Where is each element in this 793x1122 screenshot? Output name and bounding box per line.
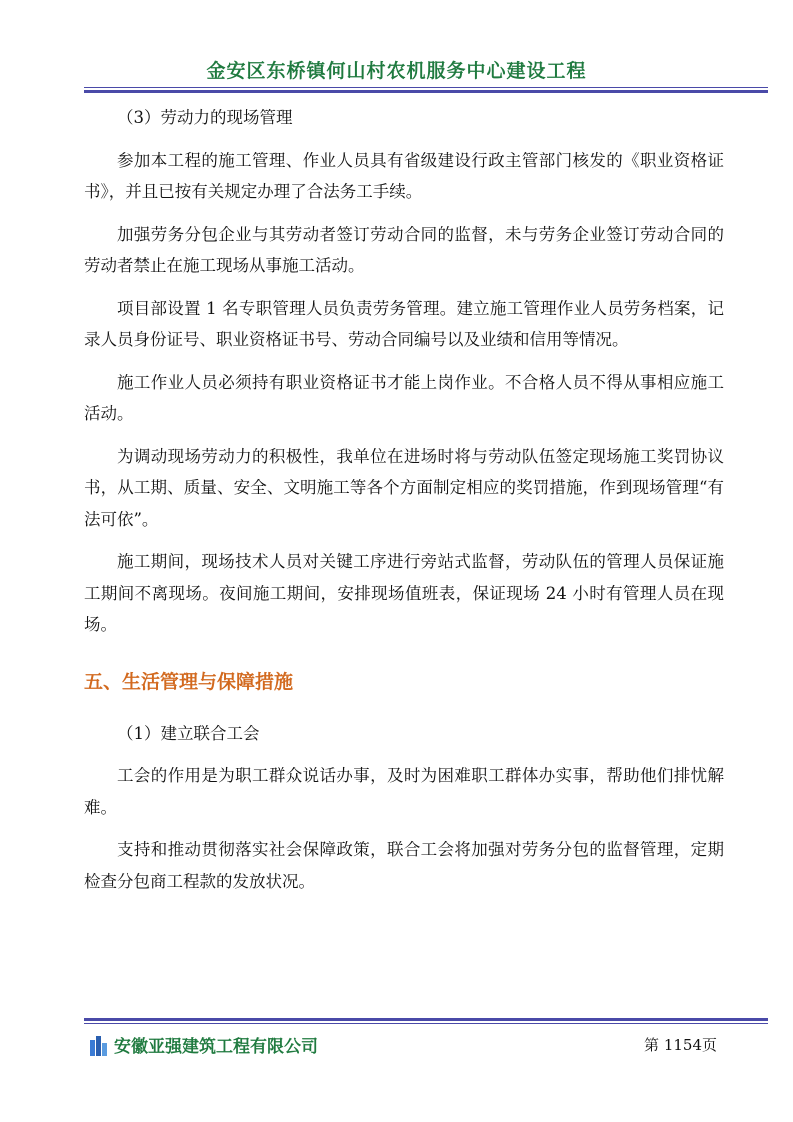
company-name: 安徽亚强建筑工程有限公司 — [114, 1037, 318, 1057]
footer-rule-thin — [84, 1023, 768, 1024]
subheading-union: （1）建立联合工会 — [117, 723, 260, 743]
paragraph: 施工作业人员必须持有职业资格证书才能上岗作业。不合格人员不得从事相应施工活动。 — [84, 372, 724, 423]
paragraph: 为调动现场劳动力的积极性，我单位在进场时将与劳动队伍签定现场施工奖罚协议书，从工期、质量、安全、文明施工等各个方面制定相应的奖罚措施，作到现场管理“有法可依”。 — [84, 446, 724, 529]
page-number: 第 1154页 — [644, 1036, 717, 1054]
subheading-labor-management: （3）劳动力的现场管理 — [117, 108, 293, 127]
paragraph: 参加本工程的施工管理、作业人员具有省级建设行政主管部门核发的《职业资格证书》，并且已按有关规定办理了合法务工手续。 — [84, 150, 724, 201]
paragraph: 施工期间，现场技术人员对关键工序进行旁站式监督，劳动队伍的管理人员保证施工期间不离现场。夜间施工期间，安排现场值班表，保证现场 24 小时有管理人员在现场。 — [84, 552, 724, 634]
paragraph: 支持和推动贯彻落实社会保障政策，联合工会将加强对劳务分包的监督管理，定期检查分包商工程款的发放状况。 — [84, 840, 724, 891]
paragraph: 工会的作用是为职工群众说话办事，及时为困难职工群体办实事，帮助他们排忧解难。 — [84, 766, 724, 817]
footer-company — [88, 1032, 318, 1057]
building-logo-icon — [88, 1034, 108, 1056]
section-heading: 五、生活管理与保障措施 — [84, 670, 294, 693]
header-rule-thin — [84, 87, 768, 88]
paragraph: 加强劳务分包企业与其劳动者签订劳动合同的监督，未与劳务企业签订劳动合同的劳动者禁止在施工现场从事施工活动。 — [84, 224, 724, 275]
document-body — [84, 92, 724, 908]
paragraph: 项目部设置 1 名专职管理人员负责劳务管理。建立施工管理作业人员劳务档案，记录人员身份证号、职业资格证书号、劳动合同编号以及业绩和信用等情况。 — [84, 298, 724, 349]
page-header-title: 金安区东桥镇何山村农机服务中心建设工程 — [206, 60, 587, 82]
footer-rule-thick — [84, 1018, 768, 1021]
